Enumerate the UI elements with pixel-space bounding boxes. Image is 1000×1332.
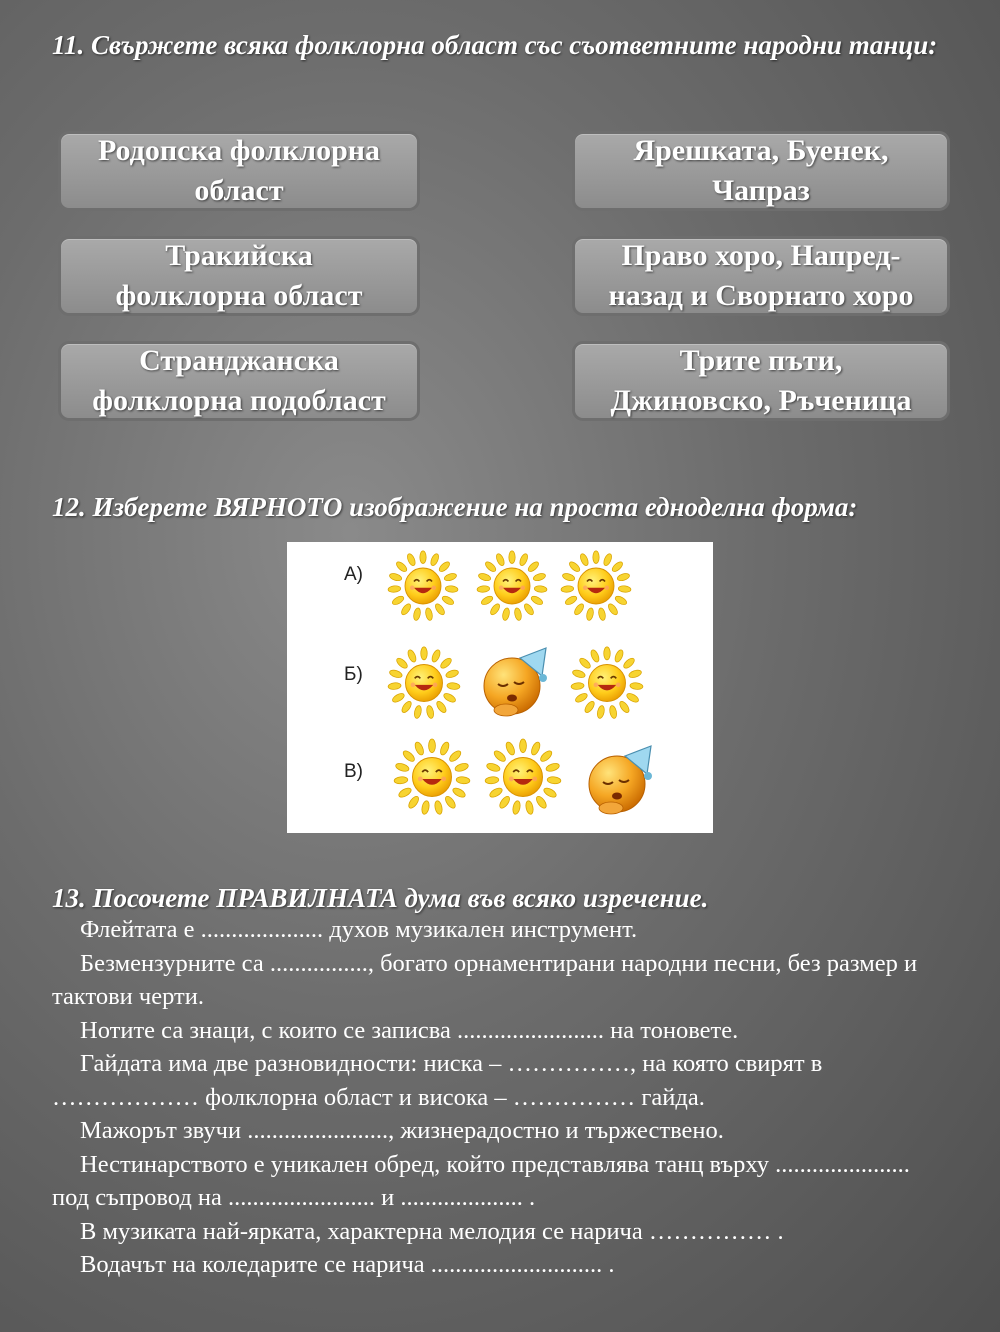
box-text-line: Право хоро, Напред- (621, 239, 901, 272)
region-box-strandzha[interactable] (58, 341, 420, 421)
sentence-5: Мажорът звучи ......................., жизнерадостно и тържествено. (80, 1117, 724, 1144)
sleeping-sun-icon (476, 642, 556, 722)
smiling-sun-icon (393, 738, 471, 816)
region-box-rhodope[interactable] (58, 131, 420, 211)
smiling-sun-icon (387, 646, 461, 720)
dance-box-2[interactable] (572, 236, 950, 316)
box-text-line: Трите пъти, (679, 344, 843, 377)
box-text-line: Тракийска (165, 239, 313, 272)
sentence-1: Флейтата е .................... духов музикален инструмент. (80, 916, 638, 943)
question-13-sentences (52, 913, 942, 1282)
box-text-line: Родопска фолклорна (97, 134, 381, 167)
smiling-sun-icon (387, 550, 459, 622)
option-b-label[interactable]: Б) (344, 664, 363, 685)
box-text-line: Чапраз (712, 174, 810, 207)
box-text-line: фолклорна подобласт (92, 384, 386, 417)
sentence-2: Безмензурните са ................, богато орнаментирани народни песни, без размер и тактови черти. (52, 949, 918, 1010)
sentence-8: Водачът на коледарите се нарича ............................ . (80, 1251, 615, 1278)
box-text-line: назад и Сворнато хоро (608, 279, 914, 312)
box-text-line: Странджанска (139, 344, 339, 377)
question-11-title: 11. Свържете всяка фолклорна област със съответните народни танци: (52, 30, 938, 60)
dance-box-3[interactable] (572, 341, 950, 421)
smiling-sun-icon (570, 646, 644, 720)
box-text-line: област (194, 174, 284, 207)
dance-box-1[interactable] (572, 131, 950, 211)
question-13-title: 13. Посочете ПРАВИЛНАТА дума във всяко изречение. (52, 883, 709, 913)
sleeping-sun-icon (581, 740, 661, 820)
question-12-title: 12. Изберете ВЯРНОТО изображение на проста едноделна форма: (52, 492, 858, 522)
option-a-label[interactable]: А) (344, 564, 363, 585)
option-c-label[interactable]: В) (344, 761, 363, 782)
region-box-thrace[interactable] (58, 236, 420, 316)
smiling-sun-icon (476, 550, 548, 622)
smiling-sun-icon (560, 550, 632, 622)
smiling-sun-icon (484, 738, 562, 816)
sentence-7: В музиката най-ярката, характерна мелодия се нарича …………… . (80, 1217, 784, 1245)
sentence-3: Нотите са знаци, с които се записва ........................ на тоновете. (80, 1016, 739, 1044)
sentence-6: Нестинарството е уникален обред, който представлява танц върху ...................... под съпровод на ........................ и .................... . (52, 1150, 910, 1211)
choice-image-panel (287, 542, 713, 833)
sentence-4: Гайдата има две разновидности: ниска – ……………, на която свирят в ……………… фолклорна област и висока – …………… гайда. (52, 1050, 823, 1111)
box-text-line: фолклорна област (115, 279, 363, 312)
box-text-line: Джиновско, Ръченица (610, 384, 912, 417)
box-text-line: Ярешката, Буенек, (633, 134, 889, 167)
